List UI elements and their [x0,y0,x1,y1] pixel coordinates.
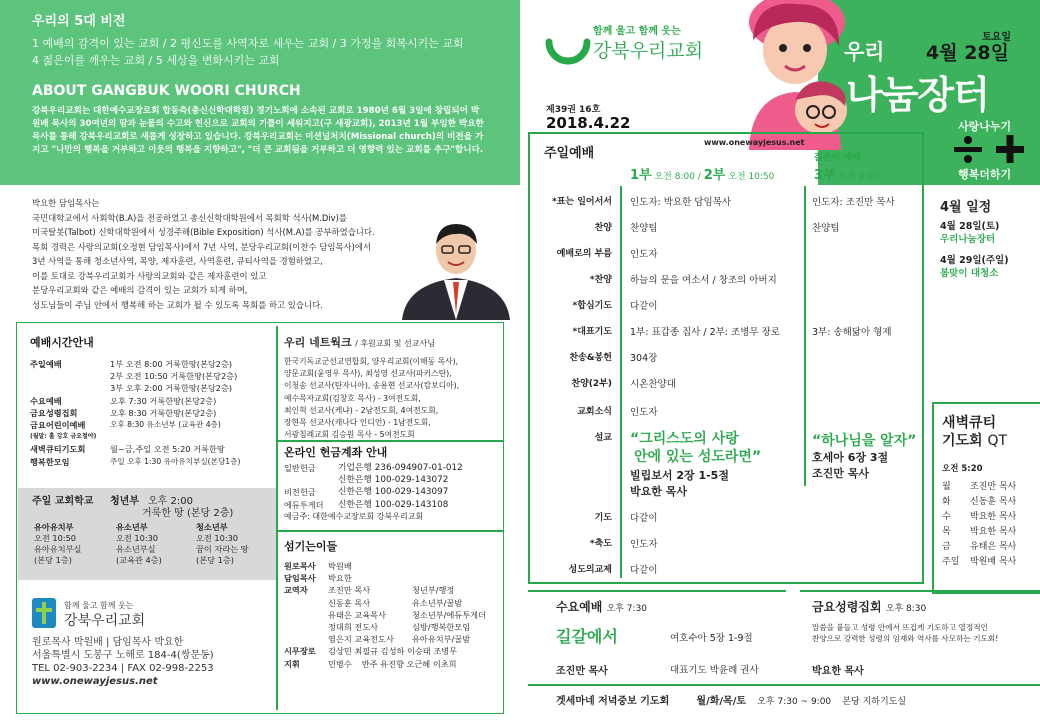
servant-name: 염은지 교육전도사 [328,634,394,645]
church-logo [545,18,725,88]
sermon-a-preacher: 박요한 목사 [630,485,687,498]
about-text-3: 목사를 통해 강북우리교회로 새롭게 성장하고 있습니다. 강북우리교회는 미션널처치(Missional church)의 비전을 가 [32,132,484,142]
servant-role [284,609,328,621]
gethsemane-place: 본당 지하기도실 [842,697,907,707]
order-label: 찬양 [594,223,612,233]
servant-name: 신동훈 목사 [328,597,371,608]
offering-account: 신한은행 100-029-143097 [338,487,449,498]
friday-heading [812,598,926,615]
dept-name: 청소년부 [196,522,228,532]
servant-role: 담임목사 [284,573,316,584]
servant-row [284,572,499,584]
about-text-4: 지고 "나만의 행복을 거부하고 이웃의 행복을 지향하고", "더 큰 교회됨을 거부하고 더 영향력 있는 교회를 추구"합니다. [32,145,484,155]
logo-tagline: 함께 울고 함께 웃는 [593,26,681,37]
offering-row [284,486,499,498]
order-value-3: 찬양팀 [812,223,840,234]
contact-tagline: 함께 울고 함께 웃는 [64,601,134,610]
order-value-1-2: 304장 [630,353,658,364]
info-divider [276,326,278,710]
dept-place: 유소년부실 [116,544,156,554]
service-part-1-2 [630,164,774,183]
divide-plus-icon [952,134,1028,164]
qt-row [942,510,1016,525]
vision-line-1: 1 예배의 감격이 있는 교회 / 2 평신도를 사역자로 세우는 교회 / 3 가정을 회복시키는 교회 [32,37,464,50]
servant-row [284,560,499,572]
vision-title: 우리의 5대 비전 [32,14,126,29]
servant-row [284,621,499,633]
network-section [284,334,499,441]
service-time-row [30,431,270,443]
network-title: 우리 네트웍크 [284,336,352,349]
friday-desc-2: 찬양으로 강력한 성령의 임재와 역사를 사모하는 기도회! [812,634,999,643]
service-time-label: 금요성령집회 [30,407,78,418]
part-1-time: 오전 8:00 / [654,172,701,182]
wednesday-heading [556,598,647,615]
servant-duty: 유소년부/꿀밤 [412,597,463,608]
servant-name: 정대희 전도사 [328,622,379,633]
order-value-1-2: 다같이 [630,513,658,524]
sermon-a-text: 빌립보서 2장 1-5절 [630,469,729,482]
qt-title-2: 기도회 [942,433,983,449]
friday-preacher: 박요한 목사 [812,666,864,677]
service-time-label: 행복한모임 [30,456,70,467]
service-time-label [30,370,110,382]
servant-duty: 심방/행복한모임 [412,622,471,633]
pastor-line: 박요한 담임목사는 [32,198,100,208]
pastor-line: 성도님들이 주님 안에서 행복해 하는 교회가 될 수 있도록 목회를 하고 있습니다. [32,299,323,310]
service-time-row [30,456,270,468]
network-line: 서광침례교회 김승원 목사 - 5여전도회 [284,430,415,440]
order-value-1-2: 1부: 표갑종 집사 / 2부: 조병무 장로 [630,327,780,338]
qt-leader: 박요한 목사 [970,512,1017,522]
offering-title: 온라인 헌금계좌 안내 [284,446,388,459]
pastor-line: 미국탈봇(Talbot) 신학대학원에서 성경주해(Bible Exposition) 석사(M.A)를 공부하였습니다. [32,227,375,237]
servant-row [284,609,499,621]
schedule-event: 봄맞이 대청소 [940,268,999,279]
servant-role: 원로목사 [284,561,316,571]
order-label: *찬양 [589,275,612,285]
friday-time: 오후 8:30 [885,604,927,614]
service-time-value: 3부 오후 2:00 거룩한땅(본당2층) [110,383,233,394]
servant-role: 지휘 [284,658,300,669]
sermon-title-a-1: “그리스도의 사랑 [630,431,739,447]
order-label: *합심기도 [572,301,612,311]
dept-place: 유아유치부실 [34,544,82,554]
order-label: *표는 일어서서 [551,197,612,207]
offering-account: 신한은행 100-029-143072 [338,475,449,486]
youth-worship-note: 젊은이 예배 [814,153,861,163]
service-time-value: 주일 오후 1:30 유아유치부실(본당1층) [110,456,241,466]
qt-title-1: 새벽큐티 [942,415,997,431]
service-time-value: 1부 오전 8:00 거룩한땅(본당2층) [110,359,233,369]
qt-row [942,495,1016,510]
about-title: ABOUT GANGBUK WOORI CHURCH [32,83,301,99]
slogan-share: 사랑나누기 [958,120,1012,133]
order-value-3: 인도자: 조진만 목사 [812,197,895,208]
volume-number: 제39권 16호 [546,105,601,115]
event-date: 4월 28일 [926,42,1009,64]
service-time-value: 월~금,주일 오전 5:20 거룩한땅 [110,444,225,455]
servant-role: 교역자 [284,585,308,596]
wednesday-preacher: 조진만 목사 [556,666,608,677]
network-line: 최인혁 선교사(케냐) - 2남전도회, 4여전도회, [284,405,439,415]
gethsemane-title: 겟세마네 저녁중보 기도회 [556,696,670,707]
vision-line-2: 4 젊은이를 깨우는 교회 / 5 세상을 변화시키는 교회 [32,54,280,67]
service-time-label [30,382,110,394]
event-name: 나눔장터 [846,73,989,117]
service-part-3 [814,164,879,183]
dept-time: 오전 10:30 [196,533,239,543]
order-label: 기도 [594,513,612,523]
qt-row [942,555,1016,570]
april-schedule-list [940,220,1009,280]
friday-desc-1: 말씀을 붙들고 성령 안에서 뜨겁게 기도하고 열정적인 [812,623,988,632]
qt-day: 주일 [942,557,960,567]
order-label: 교회소식 [577,407,612,417]
pastor-line: 3년 사역을 통해 청소년사역, 목양, 제자훈련, 사역훈련, 큐티사역을 경험하였고, [32,256,323,266]
offering-label: 일반헌금 [284,463,316,473]
order-value-1-2: 인도자 [630,407,658,418]
wednesday-prayer: 대표기도 박윤례 권사 [670,665,759,676]
dept-place: (본당 1층) [196,555,234,565]
service-times-title: 예배시간안내 [30,336,94,349]
part-1: 1부 [630,168,652,183]
wednesday-time: 오후 7:30 [606,604,648,614]
divider-line [528,684,1040,686]
qt-title-suffix: QT [987,433,1008,449]
service-time-label: 금요어린이예배 [30,420,86,431]
sermon-title-b: “하나님을 알자” [812,433,917,449]
dept-place: 꿈이 자라는 땅 [196,544,249,554]
service-time-label: 주일예배 [30,359,62,369]
gethsemane-time: 오후 7:30 ~ 9:00 [757,697,832,707]
part-3: 3부 [814,168,836,183]
dept-card [116,522,190,566]
pastor-line: 국민대학교에서 사회학(B.A)을 전공하였고 총신신학대학원에서 목회학 석사(M.Div)를 [32,212,347,223]
sermon-title-a-2: 안에 있는 성도라면” [634,449,762,465]
offering-row [284,474,499,486]
network-line: 예수목자교회(김창호 목사) - 3여전도회, [284,393,421,403]
schedule-date: 4월 28일(토) [940,221,1000,232]
servant-duty: 유아유치부/꿀밤 [412,634,471,645]
sermon-b-text: 호세아 6장 3절 [812,451,889,464]
order-value-1-2: 시온찬양대 [630,379,676,390]
part-2: 2부 [703,168,726,183]
network-line: 장현목 선교사(캐나다 인디언) - 1남전도회, [284,418,431,428]
contact-church-name: 강북우리교회 [64,613,146,629]
service-time-label: (월말: 홀 강호 금요철야) [30,433,97,441]
wednesday-title: 수요예배 [556,600,603,614]
youth-dept: 청년부 [110,496,139,507]
servants-section [284,538,499,670]
contact-line: 서울특별시 도봉구 노해로 184-4(쌍문동) [32,650,214,661]
qt-day: 목 [942,527,951,537]
contact-line: TEL 02-903-2234 | FAX 02-998-2253 [32,663,214,674]
servant-role [284,597,328,609]
service-time-value: 오후 8:30 유소년부 (교육관 4층) [110,420,221,430]
gethsemane-days: 월/화/목/토 [696,696,747,707]
contact-info [32,636,214,688]
offering-label: 비전헌금 [284,487,316,498]
servant-row [284,584,499,596]
worship-col-divider [620,186,622,578]
servant-row [284,645,499,657]
dept-card [196,522,270,566]
offering-label: 에듀투게더 [284,499,324,510]
logo-church-name: 강북우리교회 [593,40,704,62]
offering-row [284,499,499,511]
service-time-row [30,382,270,394]
service-time-label: 새벽큐티기도회 [30,444,86,455]
service-time-row [30,370,270,382]
servant-name: 박요한 [328,573,352,584]
servant-duty: 반주 유진향 오근혜 이초희 [361,658,457,669]
slogan-happy: 행복더하기 [958,168,1012,181]
church-cross-logo-icon [32,598,56,628]
qt-day: 금 [942,542,951,552]
divider-line [278,440,504,442]
servant-role: 시무장로 [284,646,316,657]
order-label: *축도 [589,539,612,549]
contact-website-link[interactable]: www.onewayjesus.net [32,676,158,687]
divider-line [278,530,504,532]
qt-leader: 유태은 목사 [970,542,1017,552]
sunday-school-title: 주일 교회학교 [32,496,94,507]
qt-day: 월 [942,482,951,492]
schedule-event: 우리나눔장터 [940,234,996,245]
offering-account: 신한은행 100-029-143108 [338,499,449,510]
qt-time: 오전 5:20 [942,464,983,474]
service-times [30,334,270,468]
offering-label [284,474,338,486]
order-label: 성도의교제 [568,565,612,575]
dept-card [34,522,108,566]
qt-row [942,540,1016,555]
service-time-row [30,419,270,431]
service-time-label: 수요예배 [30,395,62,406]
friday-title: 금요성령집회 [812,600,882,614]
servant-row [284,658,499,670]
about-text-1: 강북우리교회는 대한예수교장로회 합동측(총신신학대학원) 경기노회에 소속된 교회로 1980년 6월 3일에 창립되어 박 [32,106,480,116]
offering-section [284,444,499,523]
order-value-1-2: 다같이 [630,565,658,576]
servant-name: 박원배 [328,561,352,571]
qt-row [942,480,1016,495]
pastor-photo [392,214,520,320]
network-subtitle: / 후원교회 및 선교사님 [355,339,435,348]
qt-leader: 조진만 목사 [970,482,1017,492]
order-value-1-2: 인도자 [630,539,658,550]
smile-logo-icon [545,36,591,72]
qt-leader: 신동훈 목사 [970,497,1017,507]
offering-holder: 예금주: 대한예수교장로회 강북우리교회 [284,511,424,521]
qt-leader: 박원배 목사 [970,557,1017,567]
friday-desc [812,622,998,644]
sermon-b-preacher: 조진만 목사 [812,467,869,480]
order-value-1-2: 하늘의 문을 여소서 / 창조의 아버지 [630,275,777,286]
order-label: 설교 [594,433,612,443]
servant-duty: 청년부/행정 [412,585,455,596]
order-value-3: 3부: 송해닮아 형제 [812,327,892,338]
pastor-bio [32,196,432,312]
service-time-value: 오후 7:30 거룩한땅(본당2층) [110,395,217,406]
order-value-1-2: 인도자 [630,249,658,260]
qt-title [942,414,1007,450]
service-time-value: 오후 8:30 거룩한땅(본당2층) [110,407,217,418]
worship-col-divider [804,186,806,486]
dept-name: 유아유치부 [34,522,74,532]
pastor-line: 목회 경력은 사랑의교회(오정현 담임목사)에서 7년 사역, 분당우리교회(이찬수 담임목사)에서 [32,241,372,252]
network-line: 이청송 선교사(탄자니아), 송용현 선교사(캄보디아), [284,381,460,391]
servant-duty: 청소년부/에듀투게더 [412,609,486,620]
service-time-row [30,443,270,455]
order-value-1-2: 찬양팀 [630,223,658,234]
schedule-date: 4월 29일(주일) [940,255,1009,266]
servant-role [284,633,328,645]
gethsemane-section [556,692,906,707]
qt-day: 화 [942,497,951,507]
order-value-1-2: 인도자: 박요한 담임목사 [630,197,732,208]
dept-place: (본당 1층) [34,555,72,565]
part-2-time: 오전 10:50 [728,172,775,182]
april-schedule-title: 4월 일정 [940,200,992,215]
service-time-value: 2부 오전 10:50 거룩한땅(본당2층) [110,371,238,382]
qt-row [942,525,1016,540]
sermon-b-info [812,450,888,482]
servants-title: 섬기는이들 [284,540,338,553]
servant-row [284,633,499,645]
order-label: 예배로의 부름 [556,249,612,259]
service-time-row [30,407,270,419]
servant-role [284,621,328,633]
vision-section [0,0,520,185]
offering-row [284,462,499,474]
dept-name: 유소년부 [116,522,148,532]
servant-row [284,597,499,609]
qt-day: 수 [942,512,951,522]
dept-place: (교육관 4층) [116,555,162,565]
order-label: *대표기도 [572,327,612,337]
network-line: 양문교회(윤영우 목사), 최성영 선교사(파키스탄), [284,369,452,379]
order-label: 찬송&봉헌 [569,353,612,363]
service-time-row [30,358,270,370]
servant-name: 김상민 최필규 김성하 이승태 조병무 [328,646,458,657]
dept-time: 오전 10:30 [116,533,159,543]
pastor-line: 이를 토대로 강북우리교회가 사랑의교회와 같은 제자훈련이 있고 [32,270,267,281]
order-value-1-2: 다같이 [630,301,658,312]
network-line: 한국기독교군선교연합회, 양우리교회(이해동 목사), [284,357,459,366]
qt-leader: 박요한 목사 [970,527,1017,537]
part-3-time: 오후 2:00 [838,172,879,182]
wednesday-sermon: 길갈에서 [556,627,618,646]
about-text-2: 원배 목사의 30여년의 땀과 눈물의 수고와 헌신으로 교회의 기틀이 세워지고(구 새광교회), 2013년 1월 부임한 박요한 [32,119,484,129]
worship-website-link[interactable]: www.onewayjesus.net [704,138,805,147]
event-prefix: 우리 [844,40,885,64]
youth-time: 오후 2:00 [148,496,193,507]
sermon-a-info [630,468,729,500]
wednesday-text: 여호수아 5장 1-9절 [670,633,753,644]
pastor-line: 분당우리교회와 같은 예배의 감격이 있는 교회가 되게 하며, [32,285,248,295]
bulletin-date: 2018.4.22 [546,114,631,132]
servant-name: 민병수 [328,658,352,669]
event-day: 토요일 [982,32,1011,43]
service-time-row [30,395,270,407]
servant-name: 조진만 목사 [328,585,371,596]
youth-place: 거룩한 땅 (본당 2층) [142,508,234,519]
order-label: 찬양(2부) [571,379,612,389]
servant-name: 유태은 교육목사 [328,609,386,620]
contact-line: 원로목사 박원배 | 담임목사 박요한 [32,637,184,648]
dept-time: 오전 10:50 [34,533,77,543]
worship-title: 주일예배 [544,146,595,161]
sermon-title-a [630,430,761,466]
offering-account: 기업은행 236-094907-01-012 [338,463,463,473]
